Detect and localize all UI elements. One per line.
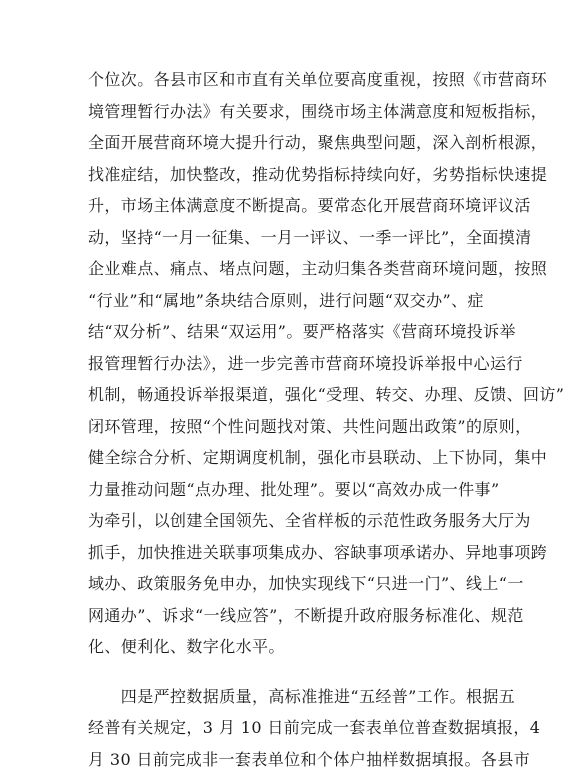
text-line: 网通办”、诉求“一线应答”，不断提升政府服务标准化、规范 xyxy=(88,600,508,632)
text-line: “行业”和“属地”条块结合原则，进行问题“双交办”、症 xyxy=(88,285,508,317)
text-line: 境管理暂行办法》有关要求，围绕市场主体满意度和短板指标， xyxy=(88,96,508,128)
text-line: 动，坚持“一月一征集、一月一评议、一季一评比”，全面摸清 xyxy=(88,222,508,254)
text-line: 找准症结，加快整改，推动优势指标持续向好，劣势指标快速提 xyxy=(88,159,508,191)
text-line: 月 30 日前完成非一套表单位和个体户抽样数据填报。各县市 xyxy=(88,744,508,775)
text-line: 抓手，加快推进关联事项集成办、容缺事项承诺办、异地事项跨 xyxy=(88,537,508,569)
document-body xyxy=(88,64,508,775)
text-line: 力量推动问题“点办理、批处理”。要以“高效办成一件事” xyxy=(88,474,508,506)
text-line: 四是严控数据质量，高标准推进“五经普”工作。根据五 xyxy=(88,681,508,713)
text-line: 结“双分析”、结果“双运用”。要严格落实《营商环境投诉举 xyxy=(88,316,508,348)
text-line: 企业难点、痛点、堵点问题，主动归集各类营商环境问题，按照 xyxy=(88,253,508,285)
text-line: 化、便利化、数字化水平。 xyxy=(88,631,508,663)
text-line: 个位次。各县市区和市直有关单位要高度重视，按照《市营商环 xyxy=(88,64,508,96)
paragraph-1 xyxy=(88,64,508,663)
text-line: 健全综合分析、定期调度机制，强化市县联动、上下协同，集中 xyxy=(88,442,508,474)
text-line: 闭环管理，按照“个性问题找对策、共性问题出政策”的原则， xyxy=(88,411,508,443)
text-line: 报管理暂行办法》，进一步完善市营商环境投诉举报中心运行 xyxy=(88,348,508,380)
text-line: 机制，畅通投诉举报渠道，强化“受理、转交、办理、反馈、回访” xyxy=(88,379,508,411)
text-line: 经普有关规定，3 月 10 日前完成一套表单位普查数据填报，4 xyxy=(88,712,508,744)
paragraph-gap xyxy=(88,663,508,681)
text-line: 为牵引，以创建全国领先、全省样板的示范性政务服务大厅为 xyxy=(88,505,508,537)
text-line: 全面开展营商环境大提升行动，聚焦典型问题，深入剖析根源， xyxy=(88,127,508,159)
text-line: 升，市场主体满意度不断提高。要常态化开展营商环境评议活 xyxy=(88,190,508,222)
text-line: 域办、政策服务免申办，加快实现线下“只进一门”、线上“一 xyxy=(88,568,508,600)
paragraph-2 xyxy=(88,681,508,775)
